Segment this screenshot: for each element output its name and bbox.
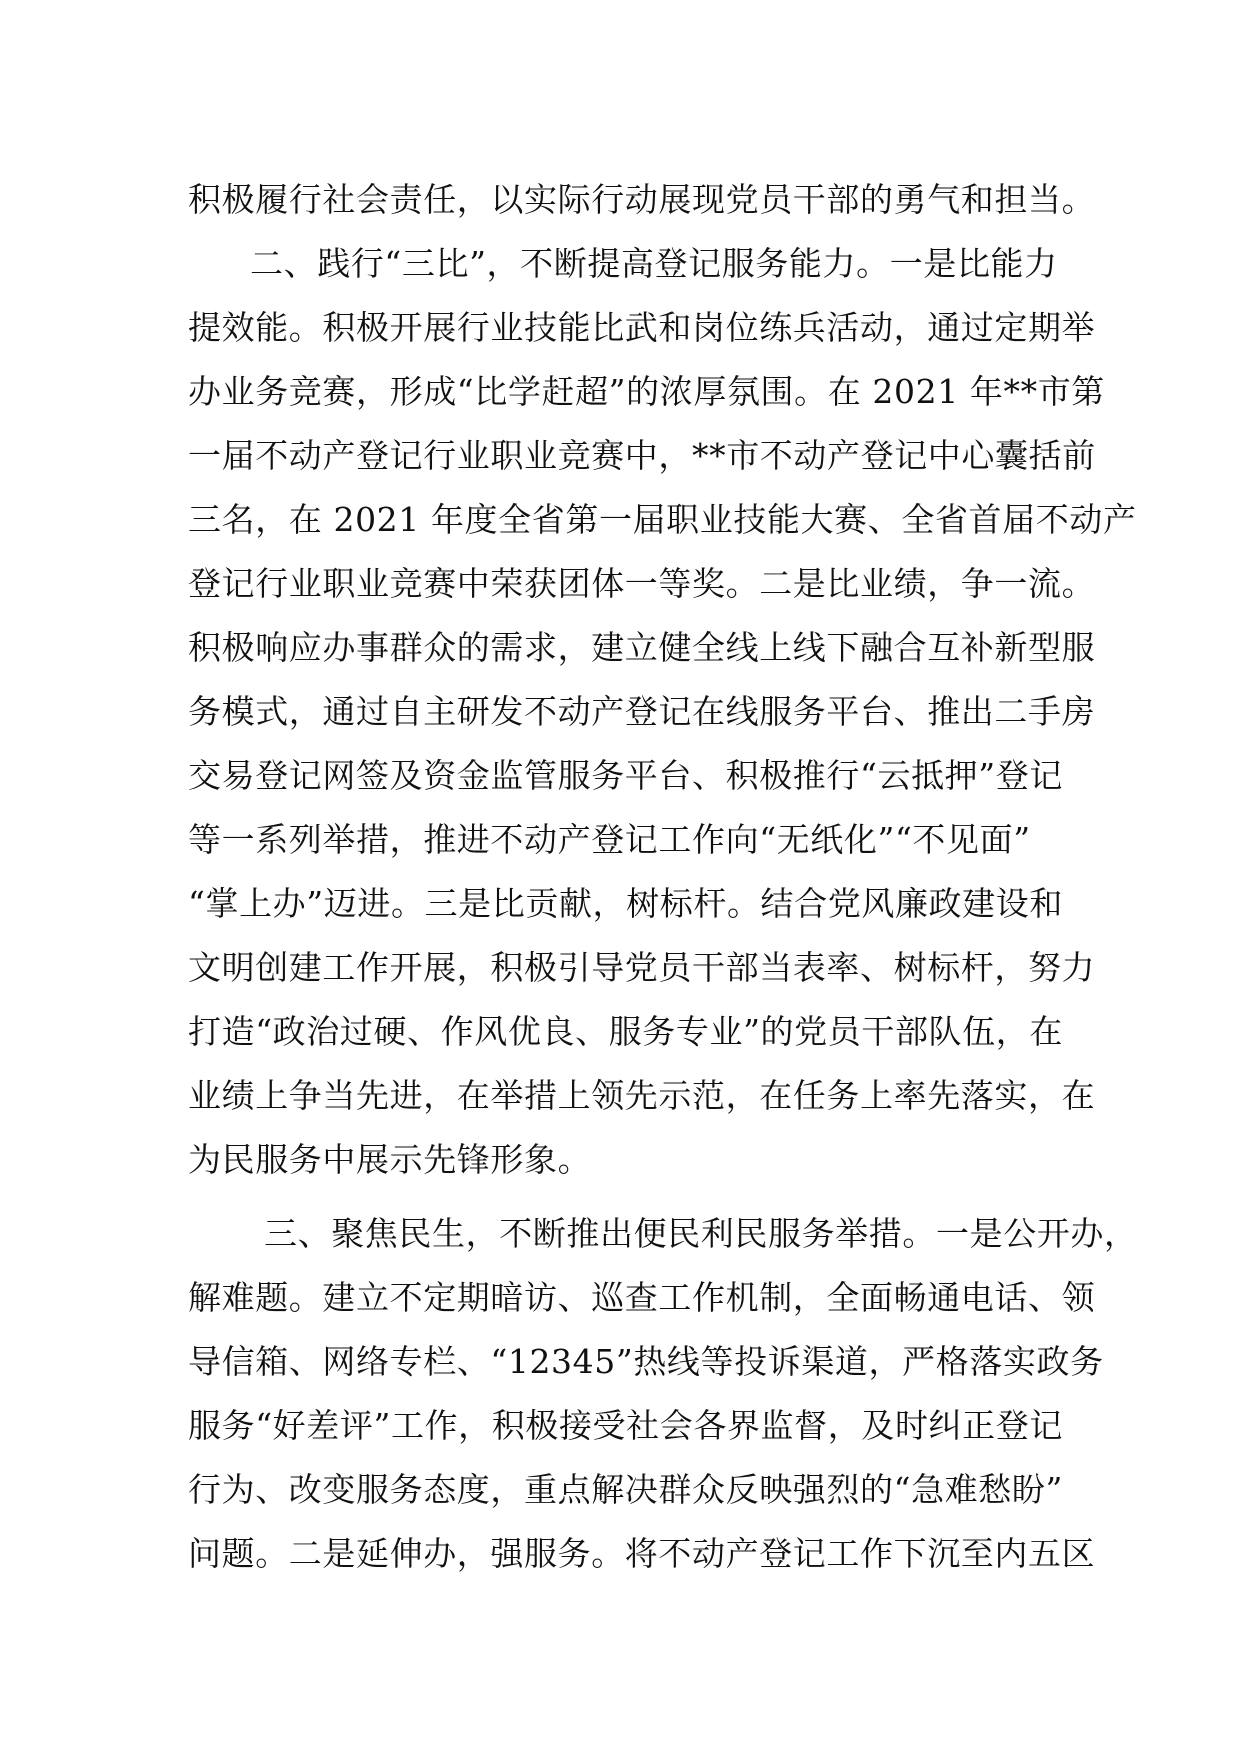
text-line: 一届不动产登记行业职业竞赛中，**市不动产登记中心囊括前 xyxy=(188,436,1096,475)
text-line: 办业务竞赛，形成“比学赶超”的浓厚氛围。在 2021 年**市第 xyxy=(188,372,1105,411)
text-line: 行为、改变服务态度，重点解决群众反映强烈的“急难愁盼” xyxy=(188,1470,1063,1509)
text-line: 解难题。建立不定期暗访、巡查工作机制，全面畅通电话、领 xyxy=(188,1278,1096,1317)
body-text xyxy=(188,168,1138,1586)
text-line: 交易登记网签及资金监管服务平台、积极推行“云抵押”登记 xyxy=(188,756,1063,795)
text-line: 积极响应办事群众的需求，建立健全线上线下融合互补新型服 xyxy=(188,628,1096,667)
text-line: 业绩上争当先进，在举措上领先示范，在任务上率先落实，在 xyxy=(188,1076,1096,1115)
text-line: 积极履行社会责任，以实际行动展现党员干部的勇气和担当。 xyxy=(188,180,1096,219)
text-line: 问题。二是延伸办，强服务。将不动产登记工作下沉至内五区 xyxy=(188,1534,1096,1573)
text-line: 服务“好差评”工作，积极接受社会各界监督，及时纠正登记 xyxy=(188,1406,1063,1445)
text-line: “掌上办”迈进。三是比贡献，树标杆。结合党风廉政建设和 xyxy=(188,884,1063,923)
text-line: 等一系列举措，推进不动产登记工作向“无纸化”“不见面” xyxy=(188,820,1031,859)
text-line: 三名，在 2021 年度全省第一届职业技能大赛、全省首届不动产 xyxy=(188,500,1137,539)
text-line: 为民服务中展示先锋形象。 xyxy=(188,1140,592,1179)
text-line: 文明创建工作开展，积极引导党员干部当表率、树标杆，努力 xyxy=(188,948,1096,987)
text-line: 打造“政治过硬、作风优良、服务专业”的党员干部队伍，在 xyxy=(188,1012,1063,1051)
text-line: 二、践行“三比”，不断提高登记服务能力。一是比能力 xyxy=(250,244,1058,283)
text-line: 登记行业职业竞赛中荣获团体一等奖。二是比业绩，争一流。 xyxy=(188,564,1096,603)
text-line: 务模式，通过自主研发不动产登记在线服务平台、推出二手房 xyxy=(188,692,1096,731)
text-line: 三、聚焦民生，不断推出便民利民服务举措。一是公开办， xyxy=(264,1214,1138,1253)
text-line: 提效能。积极开展行业技能比武和岗位练兵活动，通过定期举 xyxy=(188,308,1096,347)
text-line: 导信箱、网络专栏、“12345”热线等投诉渠道，严格落实政务 xyxy=(188,1342,1104,1381)
